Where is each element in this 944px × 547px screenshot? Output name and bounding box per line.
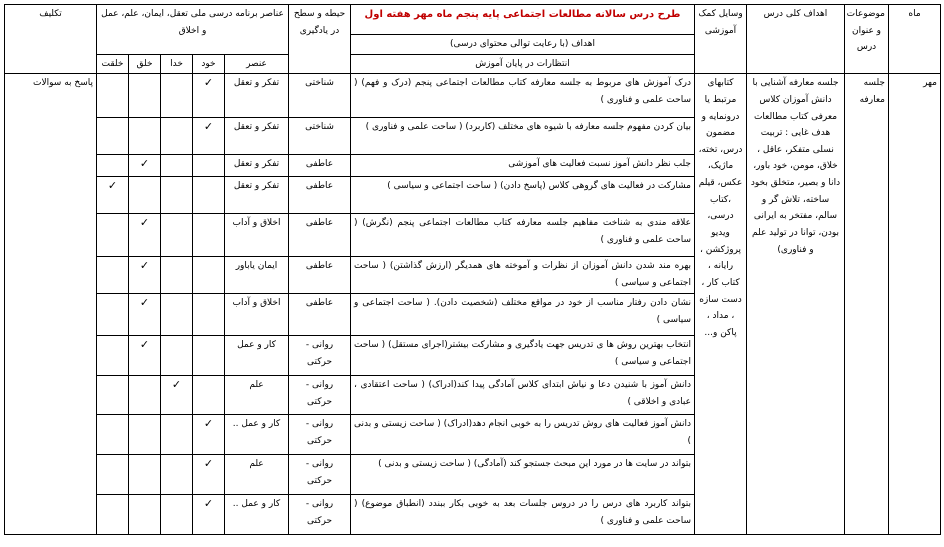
check-self bbox=[193, 155, 225, 177]
domain-cell: شناختی bbox=[289, 118, 351, 155]
objective-cell: بهره مند شدن دانش آموزان از نظرات و آموخته های همدیگر (ارزش گذاشتن) ( ساحت اجتماعی و سیاسی ) bbox=[351, 257, 695, 294]
month-cell: مهر bbox=[889, 74, 941, 535]
lesson-plan-table bbox=[4, 4, 941, 535]
header-god: خدا bbox=[161, 54, 193, 74]
header-tools: وسایل کمک آموزشی bbox=[695, 5, 747, 74]
header-homework: تکلیف bbox=[5, 5, 97, 74]
check-creation: ✓ bbox=[129, 214, 161, 257]
check-nature bbox=[97, 74, 129, 118]
objective-cell: انتخاب بهترین روش ها ی تدریس جهت یادگیری و مشارکت بیشتر(اجرای مستقل) ( ساحت اجتماعی و سیاسی ) bbox=[351, 336, 695, 376]
homework-cell: پاسخ به سوالات bbox=[5, 74, 97, 535]
header-creation: خلق bbox=[129, 54, 161, 74]
check-nature bbox=[97, 118, 129, 155]
objective-cell: نشان دادن رفتار مناسب از خود در مواقع مختلف (شخصیت دادن). ( ساحت اجتماعی و سیاسی ) bbox=[351, 294, 695, 336]
check-self: ✓ bbox=[193, 74, 225, 118]
objective-cell: بیان کردن مفهوم جلسه معارفه با شیوه های مختلف (کاربرد) ( ساحت علمی و فناوری ) bbox=[351, 118, 695, 155]
check-creation bbox=[129, 415, 161, 455]
topic-cell: جلسه معارفه bbox=[845, 74, 889, 535]
check-self bbox=[193, 336, 225, 376]
check-nature: ✓ bbox=[97, 177, 129, 214]
domain-cell: روانی - حرکتی bbox=[289, 336, 351, 376]
check-god bbox=[161, 336, 193, 376]
check-nature bbox=[97, 455, 129, 495]
check-nature bbox=[97, 336, 129, 376]
element-cell: علم bbox=[225, 376, 289, 415]
check-creation bbox=[129, 118, 161, 155]
check-nature bbox=[97, 376, 129, 415]
element-cell: اخلاق و آداب bbox=[225, 294, 289, 336]
check-self: ✓ bbox=[193, 118, 225, 155]
plan-subtitle-expectations: انتظارات در پایان آموزش bbox=[351, 54, 695, 74]
element-cell: تفکر و تعقل bbox=[225, 155, 289, 177]
check-nature bbox=[97, 257, 129, 294]
plan-subtitle-goals: اهداف (با رعایت توالی محتوای درسی) bbox=[351, 35, 695, 55]
check-creation: ✓ bbox=[129, 257, 161, 294]
objective-cell: دانش آموز با شنیدن دعا و نیاش ابتدای کلاس آمادگی پیدا کند(ادراک) ( ساحت اعتقادی ، عبادی و اخلاقی ) bbox=[351, 376, 695, 415]
check-nature bbox=[97, 294, 129, 336]
header-elements-group: عناصر برنامه درسی ملی تعقل، ایمان، علم، عمل و اخلاق bbox=[97, 5, 289, 55]
element-cell: کار و عمل .. bbox=[225, 415, 289, 455]
objective-cell: جلب نظر دانش آموز نسبت فعالیت های آموزشی bbox=[351, 155, 695, 177]
check-god: ✓ bbox=[161, 376, 193, 415]
check-creation: ✓ bbox=[129, 294, 161, 336]
domain-cell: شناختی bbox=[289, 74, 351, 118]
element-cell: علم bbox=[225, 455, 289, 495]
objective-cell: علاقه مندی به شناخت مفاهیم جلسه معارفه کتاب مطالعات اجتماعی پنجم (نگرش) ( ساحت علمی و فناوری ) bbox=[351, 214, 695, 257]
header-element: عنصر bbox=[225, 54, 289, 74]
check-self bbox=[193, 257, 225, 294]
check-creation bbox=[129, 177, 161, 214]
domain-cell: روانی - حرکتی bbox=[289, 415, 351, 455]
header-nature: خلقت bbox=[97, 54, 129, 74]
objective-cell: بتواند در سایت ها در مورد این مبحث جستجو کند (آمادگی) ( ساحت زیستی و بدنی ) bbox=[351, 455, 695, 495]
check-creation: ✓ bbox=[129, 336, 161, 376]
header-domain: حیطه و سطح در یادگیری bbox=[289, 5, 351, 74]
objective-cell: درک آموزش های مربوط به جلسه معارفه کتاب مطالعات اجتماعی پنجم (درک و فهم) ( ساحت علمی و فناوری ) bbox=[351, 74, 695, 118]
check-god bbox=[161, 177, 193, 214]
domain-cell: عاطفی bbox=[289, 257, 351, 294]
check-creation bbox=[129, 495, 161, 535]
domain-cell: عاطفی bbox=[289, 294, 351, 336]
check-self bbox=[193, 177, 225, 214]
check-god bbox=[161, 495, 193, 535]
check-god bbox=[161, 118, 193, 155]
element-cell: کار و عمل .. bbox=[225, 495, 289, 535]
objective-cell: مشارکت در فعالیت های گروهی کلاس (پاسخ دادن) ( ساحت اجتماعی و سیاسی ) bbox=[351, 177, 695, 214]
tools-cell: کتابهای مرتبط یا درونمایه و مضمون درس، تخته، ماژیک، عکس، قیلم ،کتاب درسی، ویدیو پروژکشن ، رایانه ، کتاب کار ، دست سازه ، مداد ، پاکن و... bbox=[695, 74, 747, 535]
check-self: ✓ bbox=[193, 455, 225, 495]
check-creation bbox=[129, 455, 161, 495]
check-creation bbox=[129, 376, 161, 415]
check-god bbox=[161, 74, 193, 118]
check-self: ✓ bbox=[193, 415, 225, 455]
element-cell: تفکر و تعقل bbox=[225, 74, 289, 118]
check-nature bbox=[97, 495, 129, 535]
check-creation: ✓ bbox=[129, 155, 161, 177]
check-self bbox=[193, 214, 225, 257]
check-nature bbox=[97, 415, 129, 455]
element-cell: کار و عمل bbox=[225, 336, 289, 376]
objective-cell: دانش آموز فعالیت های روش تدریس را به خوبی انجام دهد(ادراک) ( ساحت زیستی و بدنی ) bbox=[351, 415, 695, 455]
domain-cell: عاطفی bbox=[289, 214, 351, 257]
header-topics: موضوعات و عنوان درس bbox=[845, 5, 889, 74]
check-nature bbox=[97, 155, 129, 177]
element-cell: تفکر و تعقل bbox=[225, 118, 289, 155]
check-god bbox=[161, 455, 193, 495]
header-general-goals: اهداف کلی درس bbox=[747, 5, 845, 74]
check-god bbox=[161, 155, 193, 177]
check-self bbox=[193, 376, 225, 415]
element-cell: ایمان یاباور bbox=[225, 257, 289, 294]
element-cell: اخلاق و آداب bbox=[225, 214, 289, 257]
domain-cell: روانی - حرکتی bbox=[289, 376, 351, 415]
check-god bbox=[161, 415, 193, 455]
check-creation bbox=[129, 74, 161, 118]
domain-cell: عاطفی bbox=[289, 177, 351, 214]
check-god bbox=[161, 214, 193, 257]
header-self: خود bbox=[193, 54, 225, 74]
element-cell: تفکر و تعقل bbox=[225, 177, 289, 214]
domain-cell: عاطفی bbox=[289, 155, 351, 177]
domain-cell: روانی - حرکتی bbox=[289, 495, 351, 535]
general-goals-cell: جلسه معارفه آشنایی با دانش آموزان کلاس معرفی کتاب مطالعات هدف غایی : تربیت نسلی متفکر، عاقل ، خلاق، مومن، خود باور، دانا و بصیر، متخلق بخود ساخته، تلاش گر و سالم، مفتخر به ایرانی بودن، توانا در تولید علم و فناوری) bbox=[747, 74, 845, 535]
objective-cell: بتواند کاربرد های درس را در دروس جلسات بعد به خوبی بکار ببندد (انطباق موضوع) ( ساحت علمی و فناوری ) bbox=[351, 495, 695, 535]
check-self bbox=[193, 294, 225, 336]
check-nature bbox=[97, 214, 129, 257]
plan-title: طرح درس سالانه مطالعات اجتماعی پایه پنجم ماه مهر هفته اول bbox=[351, 5, 695, 35]
domain-cell: روانی - حرکتی bbox=[289, 455, 351, 495]
check-god bbox=[161, 257, 193, 294]
header-month: ماه bbox=[889, 5, 941, 74]
check-self: ✓ bbox=[193, 495, 225, 535]
check-god bbox=[161, 294, 193, 336]
